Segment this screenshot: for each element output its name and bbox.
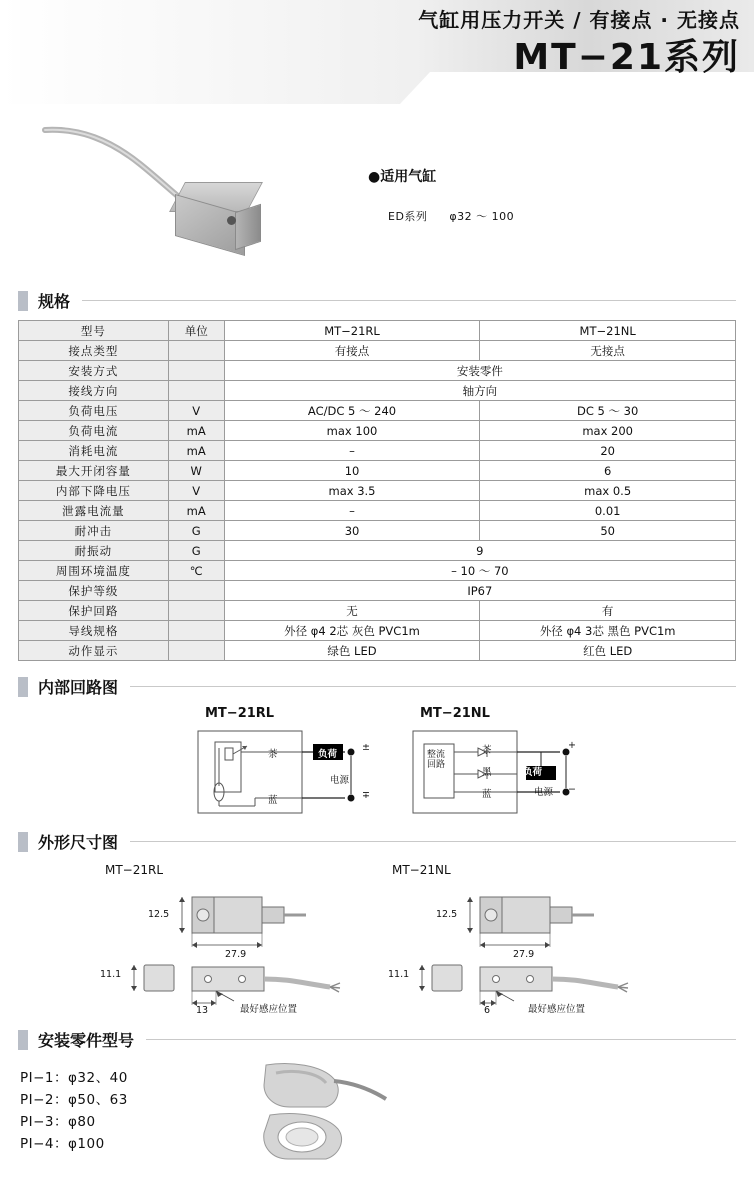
mounting-parts-list [20, 1067, 128, 1155]
section-divider [130, 841, 736, 842]
header-text-group [0, 6, 740, 80]
circuit-nl-power: 电源 [534, 787, 554, 798]
spec-row-unit [168, 601, 224, 621]
spec-row-value-nl: 无接点 [480, 341, 736, 361]
product-photo-area [0, 104, 754, 289]
mounting-clamp-illustration [230, 1059, 390, 1171]
spec-row-label: 动作显示 [19, 641, 169, 661]
section-title-spec: 规格 [38, 292, 71, 311]
spec-row-unit [168, 621, 224, 641]
spec-row-value-rl: max 3.5 [224, 481, 480, 501]
spec-row-value-nl: 红色 LED [480, 641, 736, 661]
table-row [19, 621, 736, 641]
applicable-cylinder-block [368, 166, 514, 224]
dimension-rl-width1: 27.9 [225, 949, 247, 960]
list-item: PI−1：φ32、40 [20, 1070, 128, 1086]
list-item: PI−4：φ100 [20, 1136, 105, 1152]
section-marker [18, 832, 28, 852]
sensor-led-dot [227, 216, 236, 225]
table-row [19, 421, 736, 441]
list-item: PI−2：φ50、63 [20, 1092, 128, 1108]
spec-row-unit: mA [168, 421, 224, 441]
section-divider [130, 686, 736, 687]
spec-row-value-nl: DC 5 ～ 30 [480, 401, 736, 421]
dimension-nl-height2: 11.1 [388, 969, 410, 980]
circuit-rl-minus: ∓ [362, 790, 370, 801]
spec-row-value-rl: – [224, 501, 480, 521]
dimension-rl-height1: 12.5 [148, 909, 170, 920]
dimension-title-rl: MT−21RL [105, 863, 164, 877]
spec-row-value-nl: 有 [480, 601, 736, 621]
circuit-rl-power: 电源 [330, 775, 350, 786]
spec-row-value-rl: 绿色 LED [224, 641, 480, 661]
spec-row-label: 保护等级 [19, 581, 169, 601]
spec-row-label: 接点类型 [19, 341, 169, 361]
spec-table [18, 320, 736, 661]
circuit-diagram-area [0, 706, 754, 828]
dimension-nl-note: 最好感应位置 [528, 1004, 586, 1015]
spec-row-value-rl: 30 [224, 521, 480, 541]
page-header [0, 0, 754, 104]
spec-row-value-nl: max 0.5 [480, 481, 736, 501]
dimension-title-nl: MT−21NL [392, 863, 451, 877]
spec-row-unit: mA [168, 441, 224, 461]
spec-row-value-merged: 9 [224, 541, 735, 561]
spec-row-label: 负荷电压 [19, 401, 169, 421]
table-row [19, 381, 736, 401]
spec-row-unit: W [168, 461, 224, 481]
header-subtitle: 气缸用压力开关 / 有接点 · 无接点 [418, 8, 740, 32]
spec-row-unit: G [168, 521, 224, 541]
spec-row-unit: mA [168, 501, 224, 521]
circuit-rl-plus: ± [362, 742, 370, 753]
circuit-rl-load: 负荷 [318, 749, 338, 760]
spec-row-value-merged: IP67 [224, 581, 735, 601]
applicable-model: ED系列 [388, 210, 428, 223]
circuit-nl-wire2: 黑 [482, 767, 492, 778]
table-row [19, 341, 736, 361]
spec-row-label: 消耗电流 [19, 441, 169, 461]
table-row [19, 521, 736, 541]
spec-row-label: 负荷电流 [19, 421, 169, 441]
spec-row-label: 最大开闭容量 [19, 461, 169, 481]
spec-row-value-merged: – 10 ～ 70 [224, 561, 735, 581]
spec-row-value-merged: 安装零件 [224, 361, 735, 381]
spec-header-unit: 单位 [168, 321, 224, 341]
applicable-range: φ32 ～ 100 [449, 210, 515, 223]
header-title: MT−21系列 [513, 37, 740, 78]
dimension-nl-width1: 27.9 [513, 949, 535, 960]
dimension-drawing-area [0, 861, 754, 1026]
spec-table-wrapper [0, 320, 754, 661]
section-marker [18, 677, 28, 697]
table-row [19, 541, 736, 561]
section-heading-dimension [18, 830, 754, 853]
spec-row-value-rl: max 100 [224, 421, 480, 441]
circuit-rl-wire2: 蓝 [268, 795, 278, 806]
section-heading-spec [18, 289, 754, 312]
spec-row-value-nl: 50 [480, 521, 736, 541]
cable-illustration [40, 122, 190, 212]
spec-header-rl: MT−21RL [224, 321, 480, 341]
spec-row-value-nl: 外径 φ4 3芯 黑色 PVC1m [480, 621, 736, 641]
section-title-mounting: 安装零件型号 [38, 1031, 135, 1050]
table-row [19, 641, 736, 661]
list-item: PI−3：φ80 [20, 1114, 96, 1130]
circuit-nl-minus: − [568, 784, 576, 795]
section-heading-mounting [18, 1028, 754, 1051]
spec-row-label: 周围环境温度 [19, 561, 169, 581]
spec-row-label: 导线规格 [19, 621, 169, 641]
spec-row-value-nl: 0.01 [480, 501, 736, 521]
sensor-illustration [175, 182, 271, 252]
dimension-schematic-rl [130, 883, 360, 1013]
applicable-cylinder-detail [388, 208, 514, 224]
spec-row-label: 内部下降电压 [19, 481, 169, 501]
section-divider [146, 1039, 736, 1040]
dimension-rl-height2: 11.1 [100, 969, 122, 980]
spec-row-unit [168, 361, 224, 381]
spec-row-value-rl: 无 [224, 601, 480, 621]
spec-row-unit [168, 641, 224, 661]
circuit-nl-plus: + [568, 740, 576, 751]
table-row [19, 401, 736, 421]
circuit-schematic-nl [410, 728, 590, 823]
spec-row-value-merged: 轴方向 [224, 381, 735, 401]
spec-row-value-rl: 有接点 [224, 341, 480, 361]
section-marker [18, 291, 28, 311]
spec-row-unit [168, 381, 224, 401]
dimension-schematic-nl [418, 883, 648, 1013]
spec-row-value-rl: – [224, 441, 480, 461]
applicable-cylinder-title: ●适用气缸 [368, 169, 437, 185]
circuit-nl-wire3: 蓝 [482, 789, 492, 800]
table-row [19, 361, 736, 381]
spec-header-nl: MT−21NL [480, 321, 736, 341]
spec-row-label: 泄露电流量 [19, 501, 169, 521]
section-title-circuit: 内部回路图 [38, 678, 119, 697]
table-row [19, 581, 736, 601]
spec-row-label: 安装方式 [19, 361, 169, 381]
section-divider [82, 300, 736, 301]
table-header-row [19, 321, 736, 341]
spec-row-unit [168, 581, 224, 601]
table-row [19, 561, 736, 581]
dimension-nl-width2: 6 [484, 1005, 491, 1016]
circuit-nl-wire1: 茶 [482, 745, 492, 756]
spec-row-value-rl: AC/DC 5 ～ 240 [224, 401, 480, 421]
section-marker [18, 1030, 28, 1050]
spec-row-unit: V [168, 401, 224, 421]
spec-row-unit: ℃ [168, 561, 224, 581]
spec-row-value-rl: 10 [224, 461, 480, 481]
dimension-nl-height1: 12.5 [436, 909, 458, 920]
spec-row-value-rl: 外径 φ4 2芯 灰色 PVC1m [224, 621, 480, 641]
circuit-title-nl: MT−21NL [420, 706, 490, 721]
spec-row-label: 接线方向 [19, 381, 169, 401]
circuit-rl-wire1: 茶 [268, 749, 278, 760]
spec-row-label: 保护回路 [19, 601, 169, 621]
spec-row-value-nl: 20 [480, 441, 736, 461]
table-row [19, 481, 736, 501]
dimension-rl-width2: 13 [196, 1005, 209, 1016]
table-row [19, 461, 736, 481]
sensor-side-face [235, 204, 261, 250]
table-row [19, 501, 736, 521]
spec-row-value-nl: 6 [480, 461, 736, 481]
dimension-rl-note: 最好感应位置 [240, 1004, 298, 1015]
mounting-parts-area [0, 1059, 754, 1179]
spec-row-value-nl: max 200 [480, 421, 736, 441]
section-title-dimension: 外形尺寸图 [38, 833, 119, 852]
spec-row-unit: V [168, 481, 224, 501]
spec-row-label: 耐冲击 [19, 521, 169, 541]
circuit-nl-block-label: 整流回路 [426, 750, 445, 770]
table-row [19, 601, 736, 621]
spec-header-model: 型号 [19, 321, 169, 341]
table-row [19, 441, 736, 461]
circuit-title-rl: MT−21RL [205, 706, 275, 721]
section-heading-circuit [18, 675, 754, 698]
spec-row-unit [168, 341, 224, 361]
circuit-nl-load: 负荷 [523, 767, 543, 778]
spec-row-unit: G [168, 541, 224, 561]
spec-row-label: 耐振动 [19, 541, 169, 561]
